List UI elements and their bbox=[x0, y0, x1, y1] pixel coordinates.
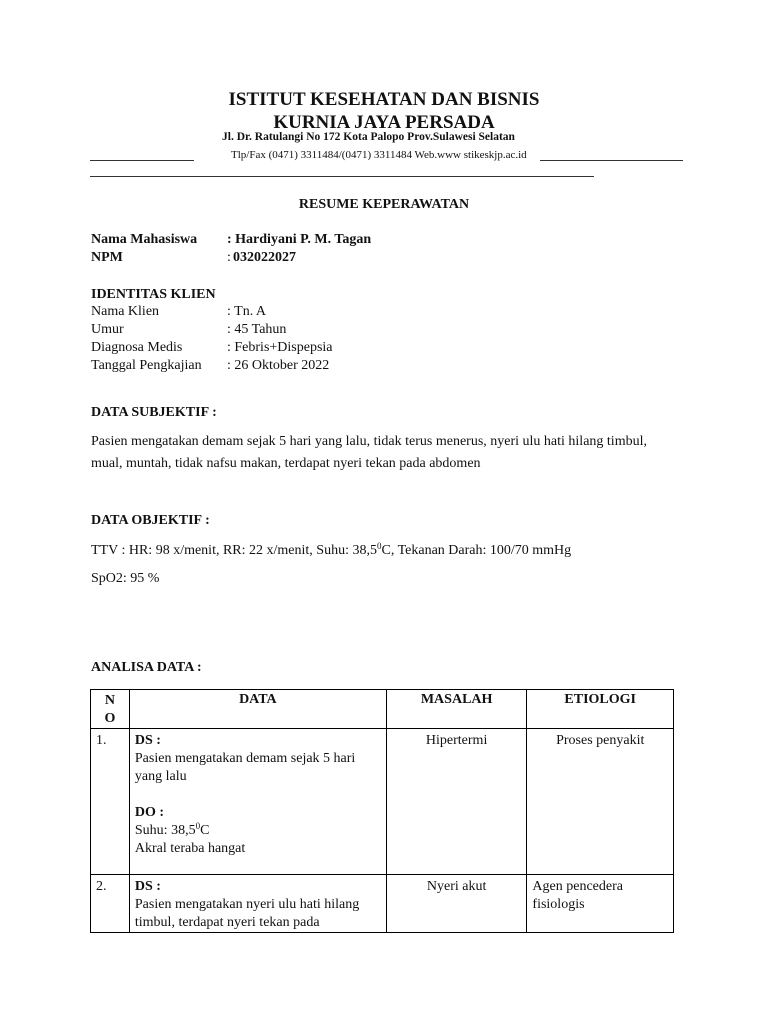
subjective-text: Pasien mengatakan demam sejak 5 hari yang lalu, tidak terus menerus, nyeri ulu hati hilang timbul, mual, muntah, tidak nafsu makan, terdapat nyeri tekan pada abdomen bbox=[91, 434, 647, 471]
vital-signs-suffix: C, Tekanan Darah: 100/70 mmHg bbox=[381, 543, 572, 558]
vital-signs-degree: 0 bbox=[376, 541, 382, 551]
row-data-cell bbox=[129, 729, 386, 875]
column-header-no: N O bbox=[91, 690, 130, 729]
letterhead-rule-right bbox=[540, 160, 683, 161]
objective-heading: DATA OBJEKTIF : bbox=[91, 513, 210, 528]
client-name-value: : Tn. A bbox=[227, 304, 267, 319]
ds-text: Pasien mengatakan nyeri ulu hati hilang timbul, terdapat nyeri tekan pada bbox=[134, 897, 360, 930]
client-age-value: : 45 Tahun bbox=[227, 322, 287, 337]
subjective-heading: DATA SUBJEKTIF : bbox=[91, 405, 217, 420]
row-masalah: Nyeri akut bbox=[386, 875, 527, 933]
do-label: DO : bbox=[134, 805, 165, 820]
do-akral: Akral teraba hangat bbox=[134, 841, 246, 856]
table-row bbox=[91, 729, 674, 875]
ds-text: Pasien mengatakan demam sejak 5 hari yang lalu bbox=[134, 751, 356, 784]
student-npm-value: 032022027 bbox=[233, 250, 296, 265]
table-row bbox=[91, 875, 674, 933]
institution-contact: Tlp/Fax (0471) 3311484/(0471) 3311484 Web.www stikeskjp.ac.id bbox=[231, 149, 527, 161]
student-npm-colon: : bbox=[227, 250, 231, 265]
ds-label: DS : bbox=[134, 733, 161, 748]
institution-name-line2: KURNIA JAYA PERSADA bbox=[273, 112, 495, 133]
row-number: 2. bbox=[91, 875, 130, 933]
client-diagnosis-label: Diagnosa Medis bbox=[91, 340, 183, 355]
client-age-label: Umur bbox=[91, 322, 124, 337]
institution-name-line1: ISTITUT KESEHATAN DAN BISNIS bbox=[228, 89, 540, 110]
column-header-data: DATA bbox=[129, 690, 386, 729]
vital-signs-text bbox=[91, 543, 571, 559]
row-etiologi: Proses penyakit bbox=[527, 729, 674, 875]
vital-signs-prefix: TTV : HR: 98 x/menit, RR: 22 x/menit, Suhu: 38,5 bbox=[91, 543, 377, 558]
letterhead-divider bbox=[90, 176, 594, 177]
analysis-table-header bbox=[91, 690, 674, 729]
do-temperature-prefix: Suhu: 38,5 bbox=[134, 823, 196, 838]
student-name-label: Nama Mahasiswa bbox=[91, 232, 198, 247]
column-header-masalah: MASALAH bbox=[386, 690, 527, 729]
client-name-label: Nama Klien bbox=[91, 304, 160, 319]
ds-label: DS : bbox=[134, 879, 161, 894]
institution-address: Jl. Dr. Ratulangi No 172 Kota Palopo Prov.Sulawesi Selatan bbox=[222, 131, 515, 143]
student-npm-label: NPM bbox=[91, 250, 123, 265]
row-data-cell bbox=[129, 875, 386, 933]
letterhead-rule-left bbox=[90, 160, 194, 161]
do-temperature-degree: 0 bbox=[195, 821, 201, 831]
analysis-table bbox=[90, 689, 674, 933]
do-temperature bbox=[135, 822, 381, 840]
column-header-etiologi: ETIOLOGI bbox=[527, 690, 674, 729]
document-title: RESUME KEPERAWATAN bbox=[298, 197, 470, 212]
client-diagnosis-value: : Febris+Dispepsia bbox=[227, 340, 333, 355]
row-etiologi: Agen pencedera fisiologis bbox=[527, 875, 674, 933]
client-assessment-date-label: Tanggal Pengkajian bbox=[91, 358, 202, 373]
student-name-value: : Hardiyani P. M. Tagan bbox=[227, 232, 372, 247]
row-number: 1. bbox=[91, 729, 130, 875]
row-masalah: Hipertermi bbox=[386, 729, 527, 875]
analysis-heading: ANALISA DATA : bbox=[91, 660, 202, 675]
do-temperature-unit: C bbox=[200, 823, 210, 838]
client-identity-heading: IDENTITAS KLIEN bbox=[91, 287, 216, 302]
client-assessment-date-value: : 26 Oktober 2022 bbox=[227, 358, 330, 373]
spo2-text: SpO2: 95 % bbox=[91, 571, 160, 586]
